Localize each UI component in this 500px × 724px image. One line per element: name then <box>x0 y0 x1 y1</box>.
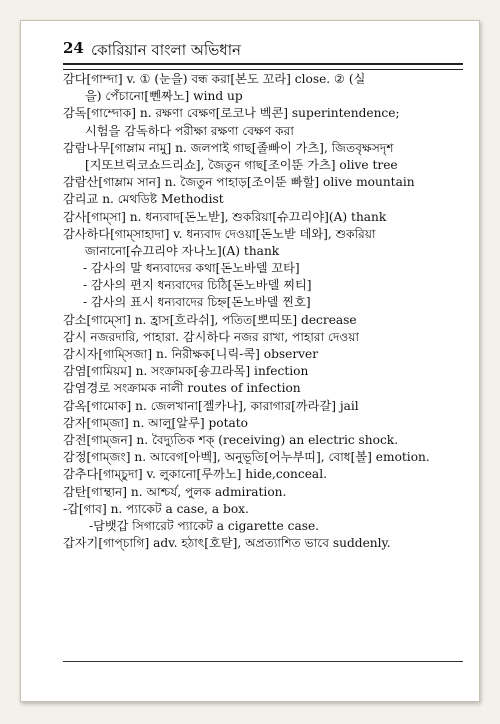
page-title: কোরিয়ান বাংলা অভিধান <box>91 41 241 59</box>
entry-line: 감시자[গাম্সিজা] n. নিরীক্ষক[니릭-콕] observer <box>63 347 319 361</box>
footer-rule <box>63 661 463 662</box>
entry-line: 감람나무[গাম্লাম নামু] n. জলপাই গাছ[졸빠이 가츠], জিতবৃক্ষসদৃশ <box>63 140 394 155</box>
entry-line: 감사[গাম্সা] n. ধন্যবাদ[돈노받], শুকরিয়া[슈끄리야](A) thank <box>63 209 387 224</box>
entry-line: -갑[গাব] n. প্যাকেট a case, a box. <box>63 501 249 516</box>
entry-line: 감염[গামিয়ম] n. সংক্রামক[숑끄라목] infection <box>63 364 309 379</box>
entry-line: 감독[গাম্দোক] n. রক্ষণা বেক্ষণ[로코나 벡콘] superintendence; <box>63 106 400 121</box>
entry-line: 감자[গাম্জা] n. আলু[알루] potato <box>63 415 249 430</box>
entry-line: 을) পেঁচানো[뻰짜노] wind up <box>85 89 243 104</box>
header-rule <box>63 63 463 70</box>
entry-line: 감정[গাম্জং] n. আবেগ[아벡], অনুভূতি[어누부띠], বোধ[볼] emotion. <box>63 450 430 465</box>
entry-line: - 감사의 말 ধন্যবাদের কথা[돈노바델 꼬타] <box>83 261 300 276</box>
entry-line: 감옥[গামোক] n. জেলখানা[젤카나], কারাগার[까라갈] jail <box>63 398 359 413</box>
entry-line: 감사하다[গাম্সাহাদা] v. ধন্যবাদ দেওয়া[돈노받 데와], শুকরিয়া <box>63 226 376 241</box>
entry-line: 갑자기[গাপ্চাগি] adv. হঠাৎ[호탇], অপ্রত্যাশিত ভাবে suddenly. <box>63 536 391 551</box>
page-number: 24 <box>63 39 84 57</box>
entry-line: 감염경로 সংক্রামক নালী routes of infection <box>63 381 301 396</box>
entry-line: 감전[গাম্জন] n. বৈদ্যুতিক শক্ (receiving) an electric shock. <box>63 432 399 447</box>
entry-line: -담뱃갑 সিগারেট প্যাকেট a cigarette case. <box>89 518 320 533</box>
entry-line: 감람산[গাম্লাম সান] n. জৈতুন পাহাড়[조이뚠 빠할] olive mountain <box>63 175 415 190</box>
entry-line: [지또브릭코쇼드리쇼], জৈতুন গাছ[조이뚠 가츠] olive tree <box>85 157 398 172</box>
entry-line: - 감사의 편지 ধন্যবাদের চিঠি[돈노바델 찌티] <box>83 278 312 293</box>
entry-line: - 감사의 표시 ধন্যবাদের চিহ্ন[돈노바델 찐호] <box>83 295 311 310</box>
entry-line: 감소[গাম্সো] n. হ্রাস[흐라쉬], পতিত[뽀띠또] decrease <box>63 312 357 327</box>
dictionary-entries <box>63 71 467 552</box>
entry-line: 시험을 감독하다 পরীক্ষা রক্ষণা বেক্ষণ করা <box>85 123 294 138</box>
entry-line: 감리교 n. মেথডিষ্ট Methodist <box>63 192 224 207</box>
dictionary-page <box>20 20 480 702</box>
entry-line: 감다[গাম্দা] v. ① (눈을) বন্ধ করা[본도 꼬라] close. ② (실 <box>63 72 366 86</box>
entry-line: 감시 নজরদারি, পাহারা. 감시하다 নজর রাখা, পাহারা দেওয়া <box>63 329 360 344</box>
entry-line: জানানো[슈끄리야 자나노](A) thank <box>85 243 280 258</box>
entry-line: 감탄[গাম্থান] n. আশ্চর্য, পুলক admiration. <box>63 484 287 499</box>
entry-line: 감추다[গাম্চুদা] v. লুকানো[루까노] hide,conceal. <box>63 467 327 482</box>
